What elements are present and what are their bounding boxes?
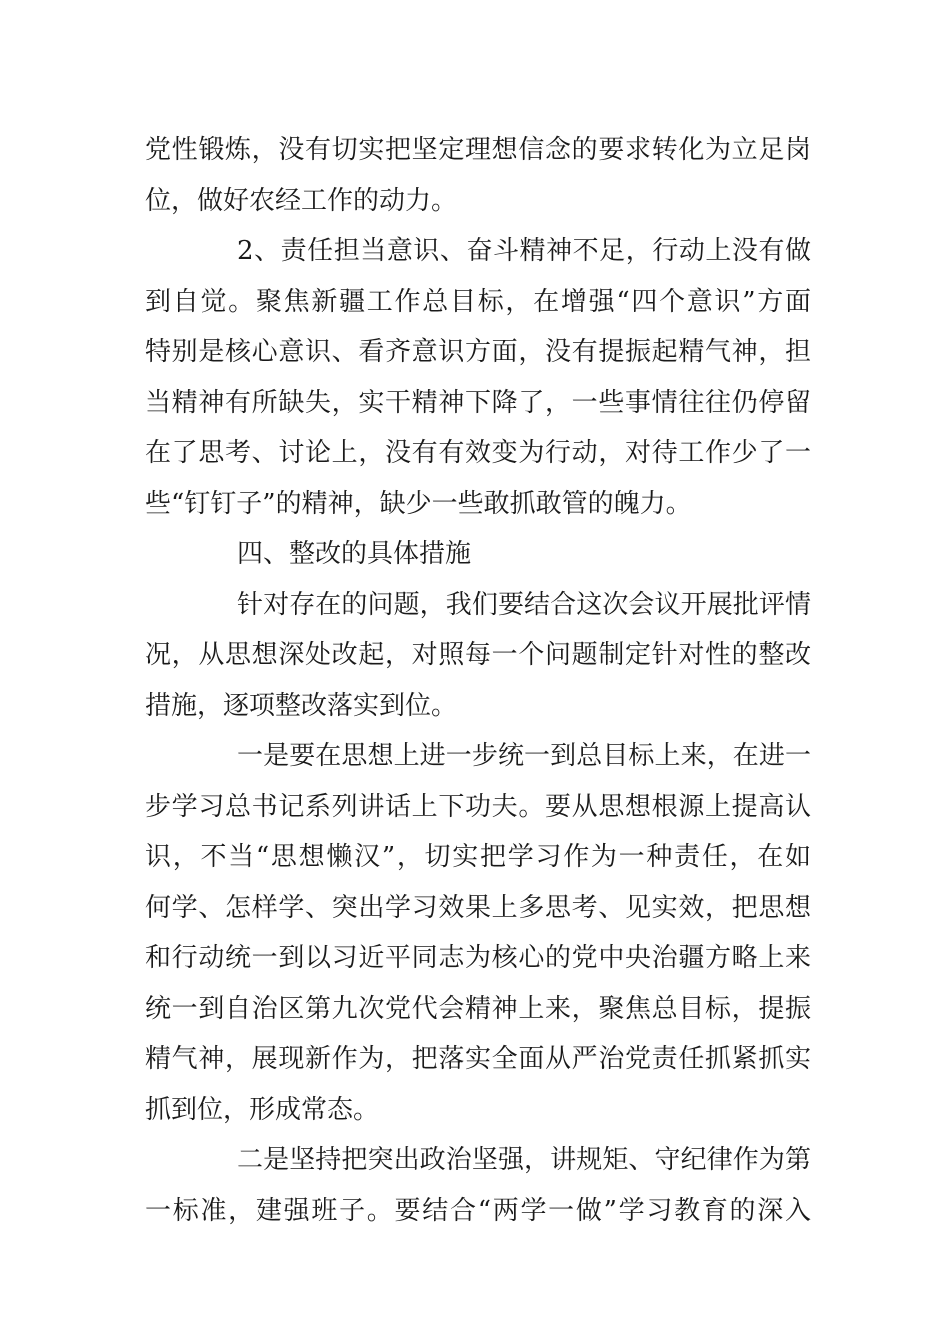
text-line: 措施，逐项整改落实到位。 bbox=[145, 690, 458, 721]
text-line: 特别是核心意识、看齐意识方面，没有提振起精气神，担 bbox=[145, 337, 811, 367]
text-line: 当精神有所缺失，实干精神下降了，一些事情往往仍停留 bbox=[145, 387, 811, 418]
text-line: 到自觉。聚焦新疆工作总目标，在增强“四个意识”方面 bbox=[145, 286, 811, 317]
text-line: 在了思考、讨论上，没有有效变为行动，对待工作少了一 bbox=[145, 438, 811, 468]
text-line: 况，从思想深处改起，对照每一个问题制定针对性的整改 bbox=[145, 640, 811, 670]
text-line: 统一到自治区第九次党代会精神上来，聚焦总目标，提振 bbox=[145, 993, 811, 1024]
text-line: 党性锻炼，没有切实把坚定理想信念的要求转化为立足岗 bbox=[145, 135, 811, 165]
text-line: 位，做好农经工作的动力。 bbox=[145, 185, 458, 216]
text-line: 何学、怎样学、突出学习效果上多思考、见实效，把思想 bbox=[145, 892, 811, 923]
text-line: 步学习总书记系列讲话上下功夫。要从思想根源上提高认 bbox=[145, 791, 811, 822]
section-heading: 四、整改的具体措施 bbox=[237, 539, 472, 569]
text-line: 和行动统一到以习近平同志为核心的党中央治疆方略上来 bbox=[145, 943, 811, 973]
text-line: 些“钉钉子”的精神，缺少一些敢抓敢管的魄力。 bbox=[145, 488, 692, 519]
text-line: 二是坚持把突出政治坚强，讲规矩、守纪律作为第 bbox=[237, 1145, 811, 1175]
text-line: 针对存在的问题，我们要结合这次会议开展批评情 bbox=[237, 589, 811, 620]
text-line: 识，不当“思想懒汉”，切实把学习作为一种责任，在如 bbox=[145, 842, 811, 872]
text-line: 2、责任担当意识、奋斗精神不足，行动上没有做 bbox=[237, 236, 811, 266]
text-line: 抓到位，形成常态。 bbox=[145, 1094, 380, 1125]
text-line: 一是要在思想上进一步统一到总目标上来，在进一 bbox=[237, 741, 811, 771]
text-line: 一标准，建强班子。要结合“两学一做”学习教育的深入 bbox=[145, 1195, 811, 1226]
document-body bbox=[145, 125, 811, 1236]
text-line: 精气神，展现新作为，把落实全面从严治党责任抓紧抓实 bbox=[145, 1044, 811, 1074]
